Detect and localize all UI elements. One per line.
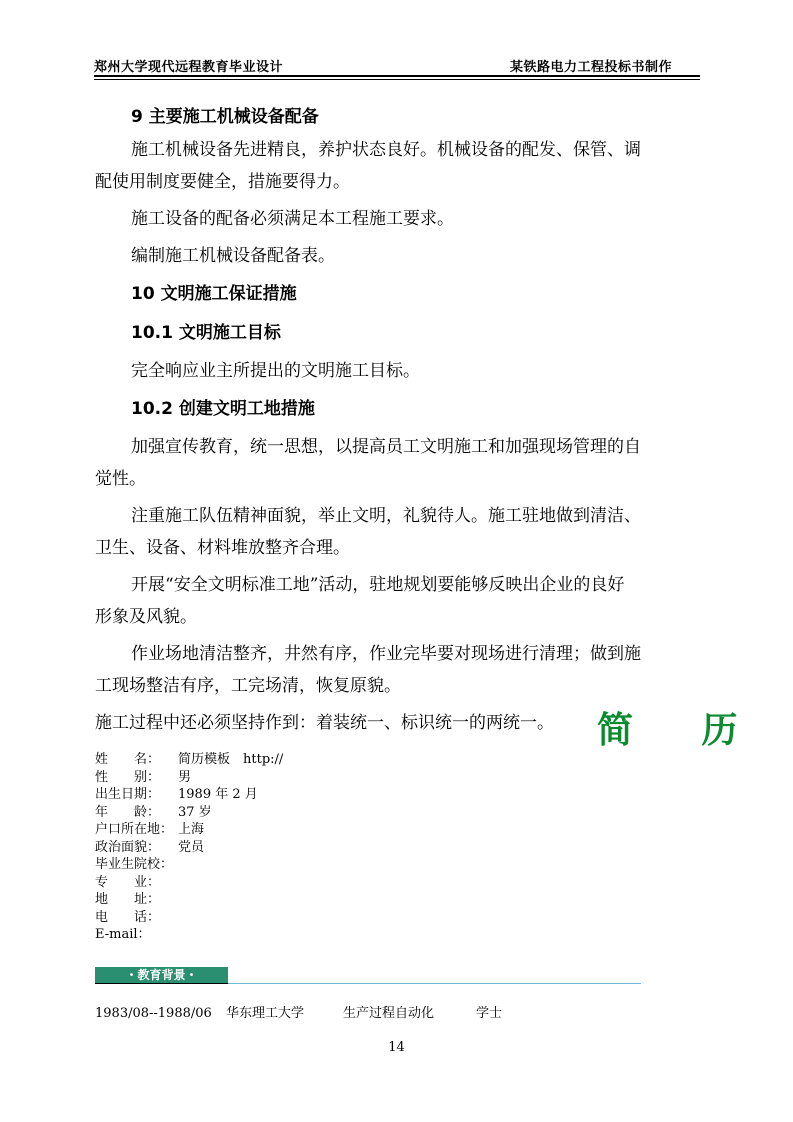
- info-value: 男: [178, 769, 192, 785]
- info-label: 毕业生院校：: [95, 857, 174, 872]
- info-value: 简历模板 http://: [178, 752, 284, 767]
- info-label: E-mail：: [95, 927, 151, 942]
- education-entry: [95, 1002, 502, 1021]
- section-heading-10-2: 10.2 创建文明工地措施: [131, 399, 315, 419]
- paragraph-line: 编制施工机械设备配备表。: [131, 246, 335, 266]
- paragraph-line: 觉性。: [95, 469, 146, 489]
- info-label: 年 龄：: [95, 804, 161, 820]
- info-row-age: [95, 804, 283, 822]
- paragraph-line: 形象及风貌。: [95, 607, 197, 627]
- education-degree: 学士: [476, 1006, 503, 1021]
- paragraph-line: 卫生、设备、材料堆放整齐合理。: [95, 538, 350, 558]
- section-heading-10-1: 10.1 文明施工目标: [131, 323, 281, 343]
- document-body: [95, 100, 705, 739]
- info-row-school: [95, 856, 283, 874]
- education-section-title: ・教育背景・: [95, 967, 228, 984]
- resume-info-list: [95, 751, 283, 944]
- section-divider: [228, 983, 641, 984]
- info-row-email: [95, 926, 283, 944]
- info-label: 户口所在地：: [95, 822, 174, 837]
- info-label: 性 别：: [95, 769, 161, 785]
- paragraph-line: 完全响应业主所提出的文明施工目标。: [131, 361, 420, 381]
- paragraph-line: 开展“安全文明标准工地”活动，驻地规划要能够反映出企业的良好: [131, 575, 625, 595]
- info-row-phone: [95, 909, 283, 927]
- info-row-major: [95, 874, 283, 892]
- paragraph-line: 注重施工队伍精神面貌，举止文明，礼貌待人。施工驻地做到清洁、: [131, 506, 641, 526]
- info-row-address: [95, 891, 283, 909]
- paragraph-line: 作业场地清洁整齐，井然有序，作业完毕要对现场进行清理；做到施: [131, 644, 641, 664]
- header-rule-thick: [94, 75, 700, 77]
- info-label: 专 业：: [95, 874, 161, 890]
- education-major: 生产过程自动化: [343, 1006, 435, 1021]
- section-heading-10: 10 文明施工保证措施: [131, 284, 297, 304]
- info-value: 1989 年 2 月: [178, 787, 258, 802]
- header-rule-thin: [94, 79, 700, 80]
- resume-title: 简 历: [597, 710, 766, 751]
- paragraph-line: 配使用制度要健全，措施要得力。: [95, 172, 350, 192]
- paragraph-line: 施工过程中还必须坚持作到：着装统一、标识统一的两统一。: [95, 713, 554, 733]
- info-label: 电 话：: [95, 909, 161, 925]
- info-label: 地 址：: [95, 892, 161, 907]
- info-label: 出生日期：: [95, 787, 161, 802]
- info-value: 37 岁: [178, 804, 212, 820]
- education-section-bar: [95, 967, 641, 985]
- section-underline: [95, 983, 228, 984]
- page-header: [94, 50, 700, 76]
- info-row-name: [95, 751, 283, 769]
- header-right-title: 某铁路电力工程投标书制作: [509, 60, 672, 75]
- page-number: 14: [388, 1040, 405, 1055]
- education-school: 华东理工大学: [226, 1006, 305, 1021]
- education-period: 1983/08--1988/06: [95, 1006, 212, 1021]
- section-heading-9: 9 主要施工机械设备配备: [131, 107, 319, 127]
- paragraph-line: 施工设备的配备必须满足本工程施工要求。: [131, 209, 454, 229]
- info-row-political-status: [95, 839, 283, 857]
- paragraph-line: 施工机械设备先进精良，养护状态良好。机械设备的配发、保管、调: [131, 140, 641, 160]
- info-row-gender: [95, 769, 283, 787]
- info-row-hukou: [95, 821, 283, 839]
- paragraph-line: 加强宣传教育，统一思想，以提高员工文明施工和加强现场管理的自: [131, 437, 641, 457]
- paragraph-line: 工现场整洁有序，工完场清，恢复原貌。: [95, 676, 401, 696]
- info-value: 党员: [178, 839, 205, 855]
- info-label: 姓 名：: [95, 752, 161, 767]
- info-row-birthdate: [95, 786, 283, 804]
- info-value: 上海: [178, 822, 205, 837]
- info-label: 政治面貌：: [95, 839, 161, 855]
- header-left-title: 郑州大学现代远程教育毕业设计: [94, 60, 284, 75]
